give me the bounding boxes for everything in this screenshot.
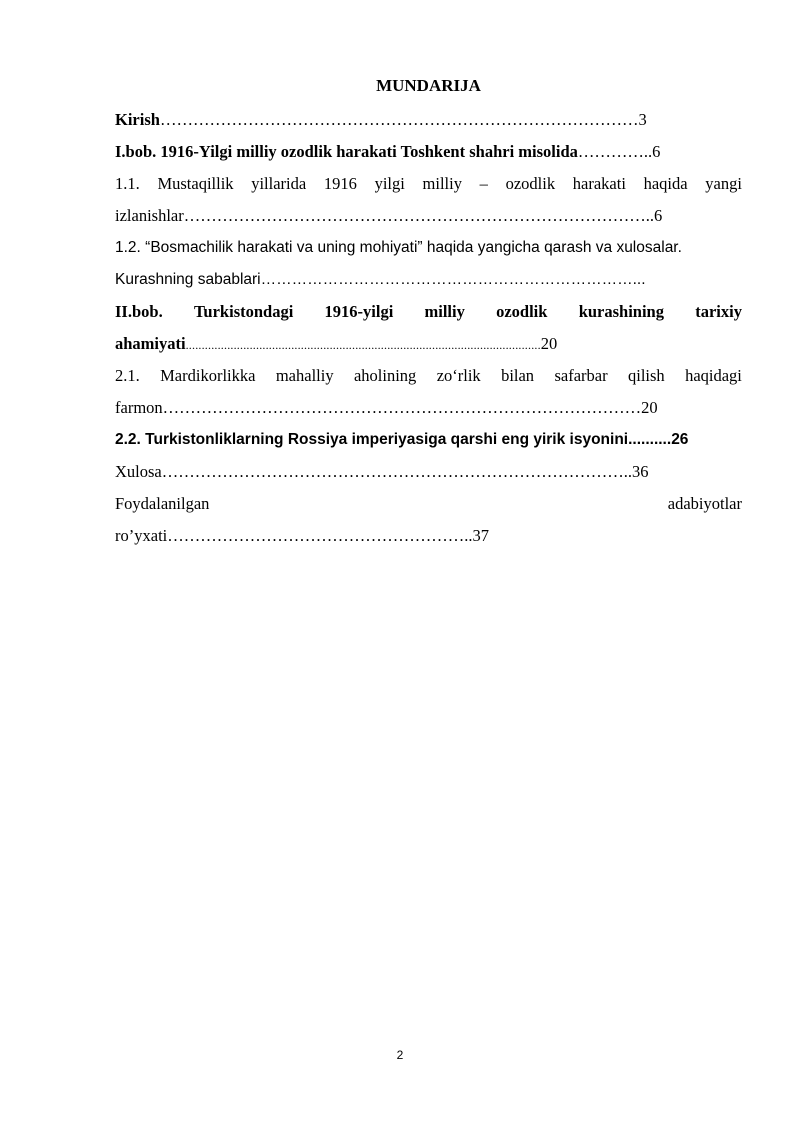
- toc-word: Foydalanilgan: [115, 494, 210, 513]
- toc-page-number: 20: [641, 398, 658, 417]
- toc-entry-title: 1.2. “Bosmachilik harakati va uning mohiyati” haqida yangicha qarash va xulosalar.: [115, 239, 682, 256]
- toc-word: Mardikorlikka: [160, 366, 256, 385]
- toc-leader: …………..: [577, 142, 653, 161]
- toc-entry-section-2-1[interactable]: [115, 364, 742, 420]
- toc-entry-title: Kurashning sabablari: [115, 271, 261, 288]
- toc-entry-title-line: [115, 236, 742, 260]
- toc-word: yangi: [705, 174, 742, 193]
- toc-entry-chapter-2[interactable]: [115, 300, 742, 356]
- toc-entry-title-line: [115, 300, 742, 324]
- toc-page-number: 20: [540, 334, 558, 353]
- toc-word: haqida: [643, 174, 688, 193]
- toc-entry-title: 2.2. Turkistonliklarning Rossiya imperiyasiga qarshi eng yirik isyonini: [115, 431, 629, 448]
- toc-page-number: 37: [472, 526, 489, 545]
- toc-entry-title: ro’yxati: [115, 526, 168, 545]
- toc-leader: …………………………………………………………………………..: [183, 206, 654, 225]
- toc-entry-title: I.bob. 1916-Yilgi milliy ozodlik harakati Toshkent shahri misolida: [115, 142, 578, 161]
- toc-page-number: 6: [653, 206, 663, 225]
- toc-word: yillarida: [251, 174, 307, 193]
- toc-word: II.bob.: [115, 302, 163, 321]
- toc-entry-title-line: [115, 492, 742, 516]
- toc-word: yilgi: [374, 174, 405, 193]
- toc-word: ozodlik: [505, 174, 556, 193]
- toc-word: milliy: [424, 302, 465, 321]
- toc-entry-title: farmon: [115, 398, 163, 417]
- toc-word: milliy: [422, 174, 462, 193]
- toc-word: qilish: [627, 366, 665, 385]
- toc-word: zo‘rlik: [436, 366, 481, 385]
- toc-leader: ………………………………………………………………...: [260, 271, 646, 288]
- toc-entry-references[interactable]: [115, 492, 742, 548]
- toc-entry-chapter-1[interactable]: [115, 140, 742, 164]
- toc-word: 1916: [323, 174, 357, 193]
- toc-entry-title: izlanishlar: [115, 206, 184, 225]
- toc-word: tarixiy: [695, 302, 742, 321]
- toc-word: 1.1.: [115, 174, 140, 193]
- toc-leader: ………………………………………………..: [167, 526, 473, 545]
- toc-page-number: 26: [671, 431, 689, 448]
- toc-word: ozodlik: [496, 302, 548, 321]
- toc-word: Mustaqillik: [157, 174, 234, 193]
- toc-entry-section-1-1[interactable]: [115, 172, 742, 228]
- toc-entry-xulosa[interactable]: [115, 460, 742, 484]
- toc-word: haqidagi: [685, 366, 742, 385]
- toc-word: aholining: [353, 366, 417, 385]
- toc-entry-leader-line: [115, 204, 742, 228]
- toc-entry-leader-line: [115, 332, 742, 356]
- toc-title: MUNDARIJA: [376, 76, 481, 95]
- toc-word: 1916-yilgi: [324, 302, 394, 321]
- toc-leader: ……………………………………………………………………………: [159, 110, 639, 129]
- toc-word: mahalliy: [275, 366, 334, 385]
- toc-entry-title: Xulosa: [115, 462, 162, 481]
- toc-entry-section-2-2[interactable]: [115, 428, 742, 452]
- toc-word: harakati: [572, 174, 626, 193]
- toc-page-number: 36: [632, 462, 649, 481]
- toc-leader: ...............................................................................................................: [185, 338, 541, 352]
- toc-entry-kirish[interactable]: [115, 108, 742, 132]
- table-of-contents: [115, 108, 742, 556]
- toc-entry-section-1-2[interactable]: [115, 236, 742, 292]
- toc-word: bilan: [501, 366, 535, 385]
- toc-word: safarbar: [554, 366, 608, 385]
- toc-word: –: [479, 174, 488, 193]
- toc-entry-leader-line: [115, 268, 742, 292]
- toc-word: kurashining: [578, 302, 664, 321]
- toc-leader: ……………………………………………………………………………: [162, 398, 642, 417]
- toc-entry-title: ahamiyati: [115, 334, 186, 353]
- toc-leader: …………………………………………………………………………..: [161, 462, 632, 481]
- toc-word: 2.1.: [115, 366, 140, 385]
- toc-entry-title: Kirish: [115, 110, 160, 129]
- toc-entry-leader-line: [115, 396, 742, 420]
- toc-entry-leader-line: [115, 524, 742, 548]
- page-number: 2: [396, 1048, 404, 1062]
- toc-word: adabiyotlar: [667, 494, 742, 513]
- toc-entry-title-line: [115, 364, 742, 388]
- toc-leader: ..........: [628, 431, 672, 448]
- toc-page-number: 6: [652, 142, 661, 161]
- toc-entry-title-line: [115, 172, 742, 196]
- toc-word: Turkistondagi: [193, 302, 294, 321]
- toc-page-number: 3: [638, 110, 647, 129]
